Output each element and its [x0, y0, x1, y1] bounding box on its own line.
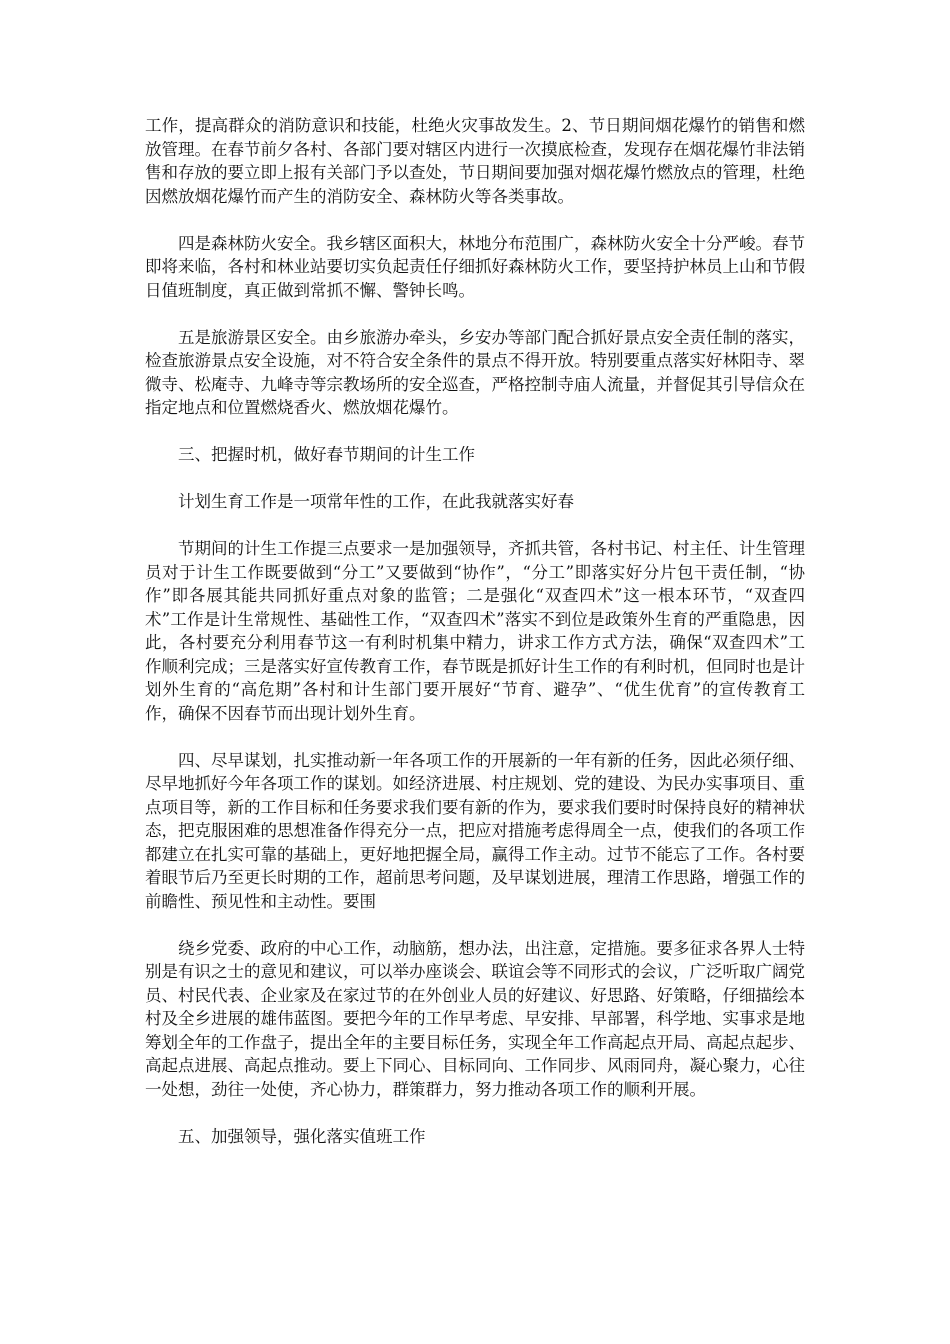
paragraph-tourism-safety: 五是旅游景区安全。由乡旅游办牵头，乡安办等部门配合抓好景点安全责任制的落实，检查旅游景点安全设施，对不符合安全条件的景点不得开放。特别要重点落实好林阳寺、翠微寺、松庵寺、九峰寺等宗教场所的安全巡查，严格控制寺庙人流量，并督促其引导信众在指定地点和位置燃烧香火、燃放烟花爆竹。	[145, 327, 805, 417]
paragraph-fire-safety-fireworks: 工作，提高群众的消防意识和技能，杜绝火灾事故发生。2、节日期间烟花爆竹的销售和燃放管理。在春节前夕各村、各部门要对辖区内进行一次摸底检查，发现存在烟花爆竹非法销售和存放的要立即上报有关部门予以查处，节日期间要加强对烟花爆竹燃放点的管理，杜绝因燃放烟花爆竹而产生的消防安全、森林防火等各类事故。	[145, 116, 805, 206]
paragraph-family-planning-intro: 计划生育工作是一项常年性的工作，在此我就落实好春	[178, 492, 574, 511]
paragraph-family-planning-requirements: 节期间的计生工作提三点要求一是加强领导，齐抓共管，各村书记、村主任、计生管理员对于计生工作既要做到“分工”又要做到“协作”，“分工”即落实好分片包干责任制，“协作”即各展其能共同抓好重点对象的监管；二是强化“双查四术”这一根本环节，“双查四术”工作是计生常规性、基础性工作，“双查四术”落实不到位是政策外生育的严重隐患，因此，各村要充分利用春节这一有利时机集中精力，讲求工作方式方法，确保“双查四术”工作顺利完成；三是落实好宣传教育工作，春节既是抓好计生工作的有利时机，但同时也是计划外生育的“高危期”各村和计生部门要开展好“节育、避孕”、“优生优育”的宣传教育工作，确保不因春节而出现计划外生育。	[145, 539, 805, 723]
paragraph-forest-fire-safety: 四是森林防火安全。我乡辖区面积大，林地分布范围广，森林防火安全十分严峻。春节即将来临，各村和林业站要切实负起责任仔细抓好森林防火工作，要坚持护林员上山和节假日值班制度，真正做到常抓不懈、警钟长鸣。	[145, 233, 805, 300]
section-heading-leadership-duty: 五、加强领导，强化落实值班工作	[178, 1126, 426, 1146]
section-heading-family-planning: 三、把握时机，做好春节期间的计生工作	[178, 445, 475, 464]
document-page	[145, 114, 805, 1172]
paragraph-central-work: 绕乡党委、政府的中心工作，动脑筋，想办法，出注意，定措施。要多征求各界人士特别是有识之士的意见和建议，可以举办座谈会、联谊会等不同形式的会议，广泛听取广阔党员、村民代表、企业家及在家过节的在外创业人员的好建议、好思路、好策略，仔细描绘本村及全乡进展的雄伟蓝图。要把今年的工作早考虑、早安排、早部署，科学地、实事求是地筹划全年的工作盘子，提出全年的主要目标任务，实现全年工作高起点开局、高起点起步、高起点进展、高起点推动。要上下同心、目标同向、工作同步、风雨同舟，凝心聚力，心往一处想，劲往一处使，齐心协力，群策群力，努力推动各项工作的顺利开展。	[145, 938, 805, 1099]
paragraph-early-planning: 四、尽早谋划，扎实推动新一年各项工作的开展新的一年有新的任务，因此必须仔细、尽早地抓好今年各项工作的谋划。如经济进展、村庄规划、党的建设、为民办实事项目、重点项目等，新的工作目标和任务要求我们要有新的作为，要求我们要时时保持良好的精神状态，把克服困难的思想准备作得充分一点，把应对措施考虑得周全一点，使我们的各项工作都建立在扎实可靠的基础上，更好地把握全局，赢得工作主动。过节不能忘了工作。各村要着眼节后乃至更长时期的工作，超前思考问题，及早谋划进展，理清工作思路，增强工作的前瞻性、预见性和主动性。要围	[145, 750, 805, 911]
